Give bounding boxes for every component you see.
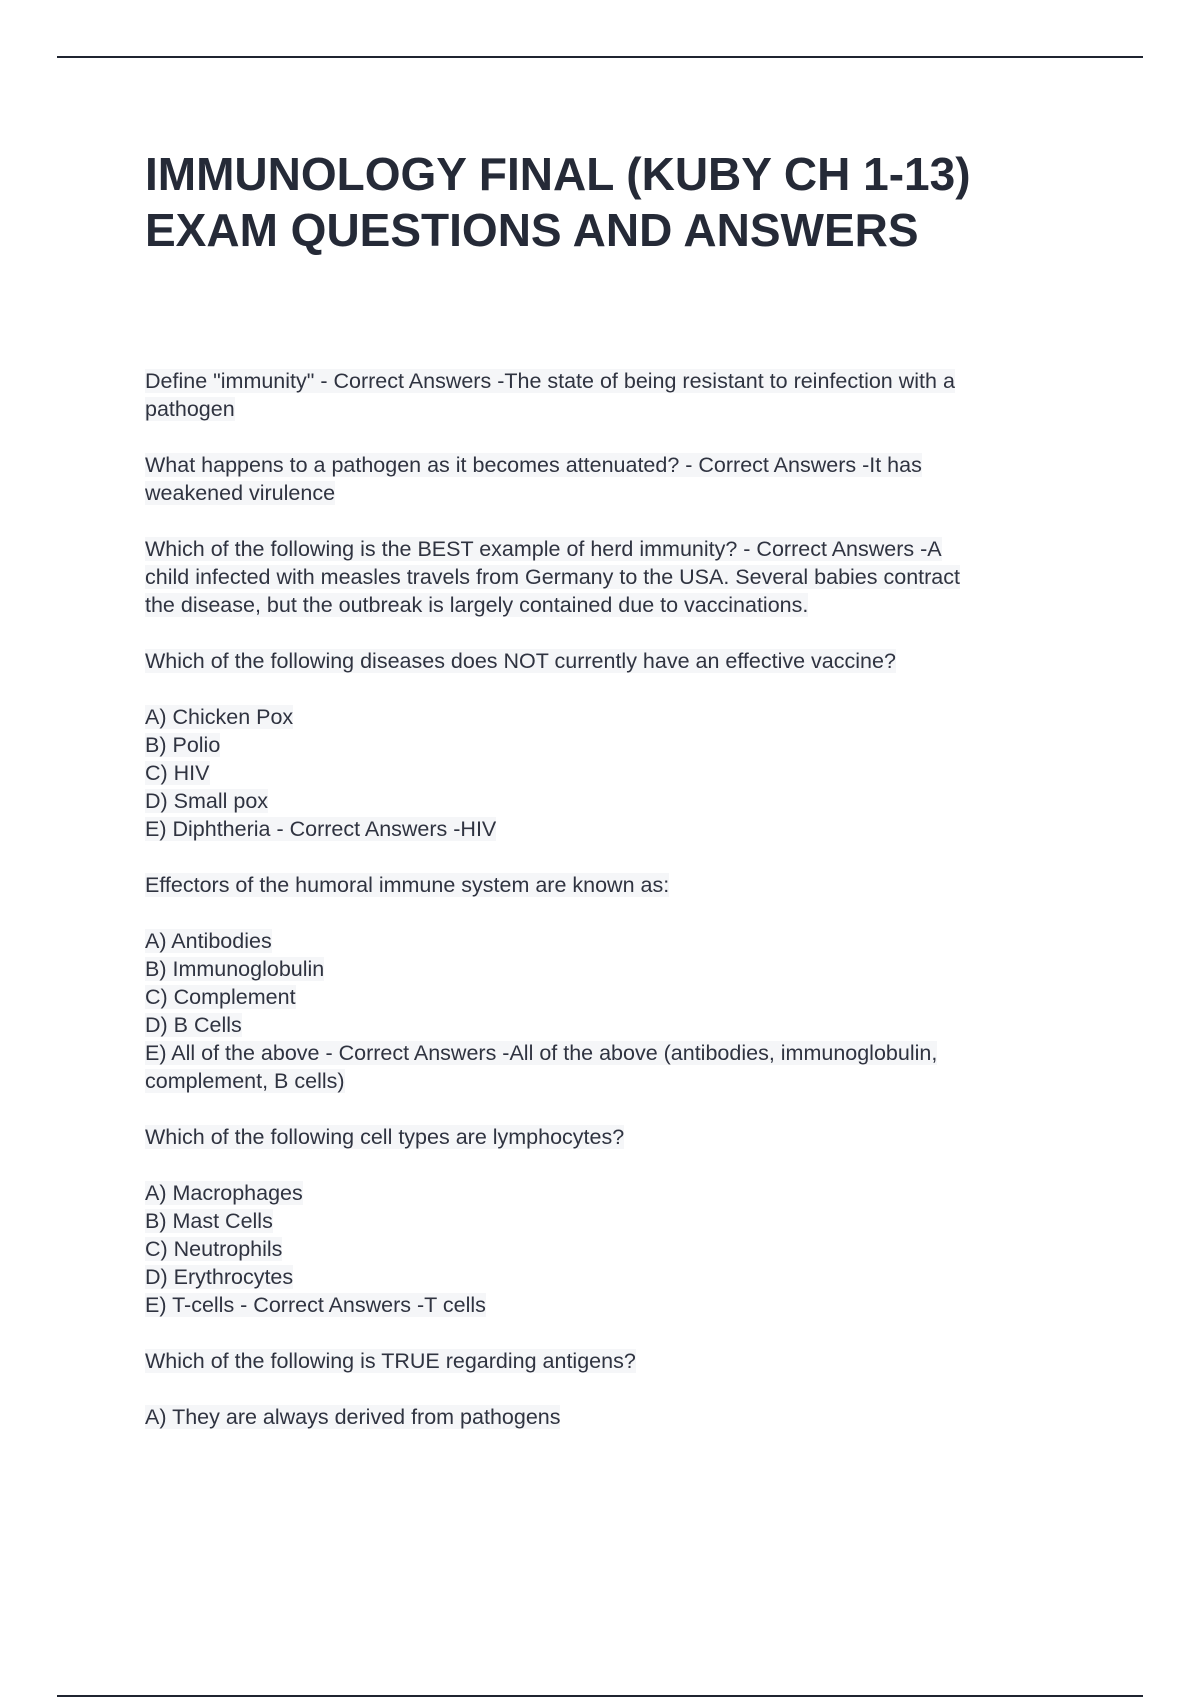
qa-block-antigens-question xyxy=(145,1347,1080,1375)
option-line: B) Immunoglobulin xyxy=(145,957,325,981)
qa-block-immunity xyxy=(145,367,1080,423)
text-line: child infected with measles travels from Germany to the USA. Several babies contract xyxy=(145,565,960,589)
text-line: Which of the following diseases does NOT currently have an effective vaccine? xyxy=(145,649,896,673)
option-line: D) Erythrocytes xyxy=(145,1265,294,1289)
text-line: the disease, but the outbreak is largely contained due to vaccinations. xyxy=(145,593,809,617)
option-line: E) Diphtheria - Correct Answers -HIV xyxy=(145,817,497,841)
option-line: A) They are always derived from pathogens xyxy=(145,1405,561,1429)
option-line: C) Neutrophils xyxy=(145,1237,283,1261)
option-line: B) Polio xyxy=(145,733,221,757)
option-line: D) B Cells xyxy=(145,1013,242,1037)
option-line: C) HIV xyxy=(145,761,210,785)
qa-block-humoral-options xyxy=(145,927,1080,1095)
text-line: Which of the following is TRUE regarding antigens? xyxy=(145,1349,636,1373)
qa-block-antigens-options xyxy=(145,1403,1080,1431)
text-line: Which of the following is the BEST example of herd immunity? - Correct Answers -A xyxy=(145,537,942,561)
option-line: A) Antibodies xyxy=(145,929,272,953)
option-line: A) Chicken Pox xyxy=(145,705,294,729)
option-line: E) T-cells - Correct Answers -T cells xyxy=(145,1293,486,1317)
qa-content xyxy=(145,367,1080,1459)
option-line: C) Complement xyxy=(145,985,296,1009)
title-line-1: IMMUNOLOGY FINAL (KUBY CH 1-13) xyxy=(145,148,971,200)
document-title xyxy=(145,146,1105,258)
text-line: Define "immunity" - Correct Answers -The state of being resistant to reinfection with a xyxy=(145,369,955,393)
bottom-rule xyxy=(57,1695,1143,1697)
qa-block-herd-immunity xyxy=(145,535,1080,619)
qa-block-lymphocytes-question xyxy=(145,1123,1080,1151)
top-rule xyxy=(57,56,1143,58)
option-line: complement, B cells) xyxy=(145,1069,345,1093)
qa-block-vaccine-options xyxy=(145,703,1080,843)
qa-block-attenuated xyxy=(145,451,1080,507)
text-line: Which of the following cell types are lymphocytes? xyxy=(145,1125,625,1149)
text-line: Effectors of the humoral immune system are known as: xyxy=(145,873,670,897)
title-line-2: EXAM QUESTIONS AND ANSWERS xyxy=(145,204,919,256)
text-line: weakened virulence xyxy=(145,481,336,505)
option-line: A) Macrophages xyxy=(145,1181,303,1205)
qa-block-vaccine-question xyxy=(145,647,1080,675)
qa-block-lymphocytes-options xyxy=(145,1179,1080,1319)
text-line: What happens to a pathogen as it becomes attenuated? - Correct Answers -It has xyxy=(145,453,922,477)
qa-block-humoral-question xyxy=(145,871,1080,899)
option-line: E) All of the above - Correct Answers -All of the above (antibodies, immunoglobulin, xyxy=(145,1041,938,1065)
option-line: B) Mast Cells xyxy=(145,1209,273,1233)
text-line: pathogen xyxy=(145,397,235,421)
option-line: D) Small pox xyxy=(145,789,269,813)
